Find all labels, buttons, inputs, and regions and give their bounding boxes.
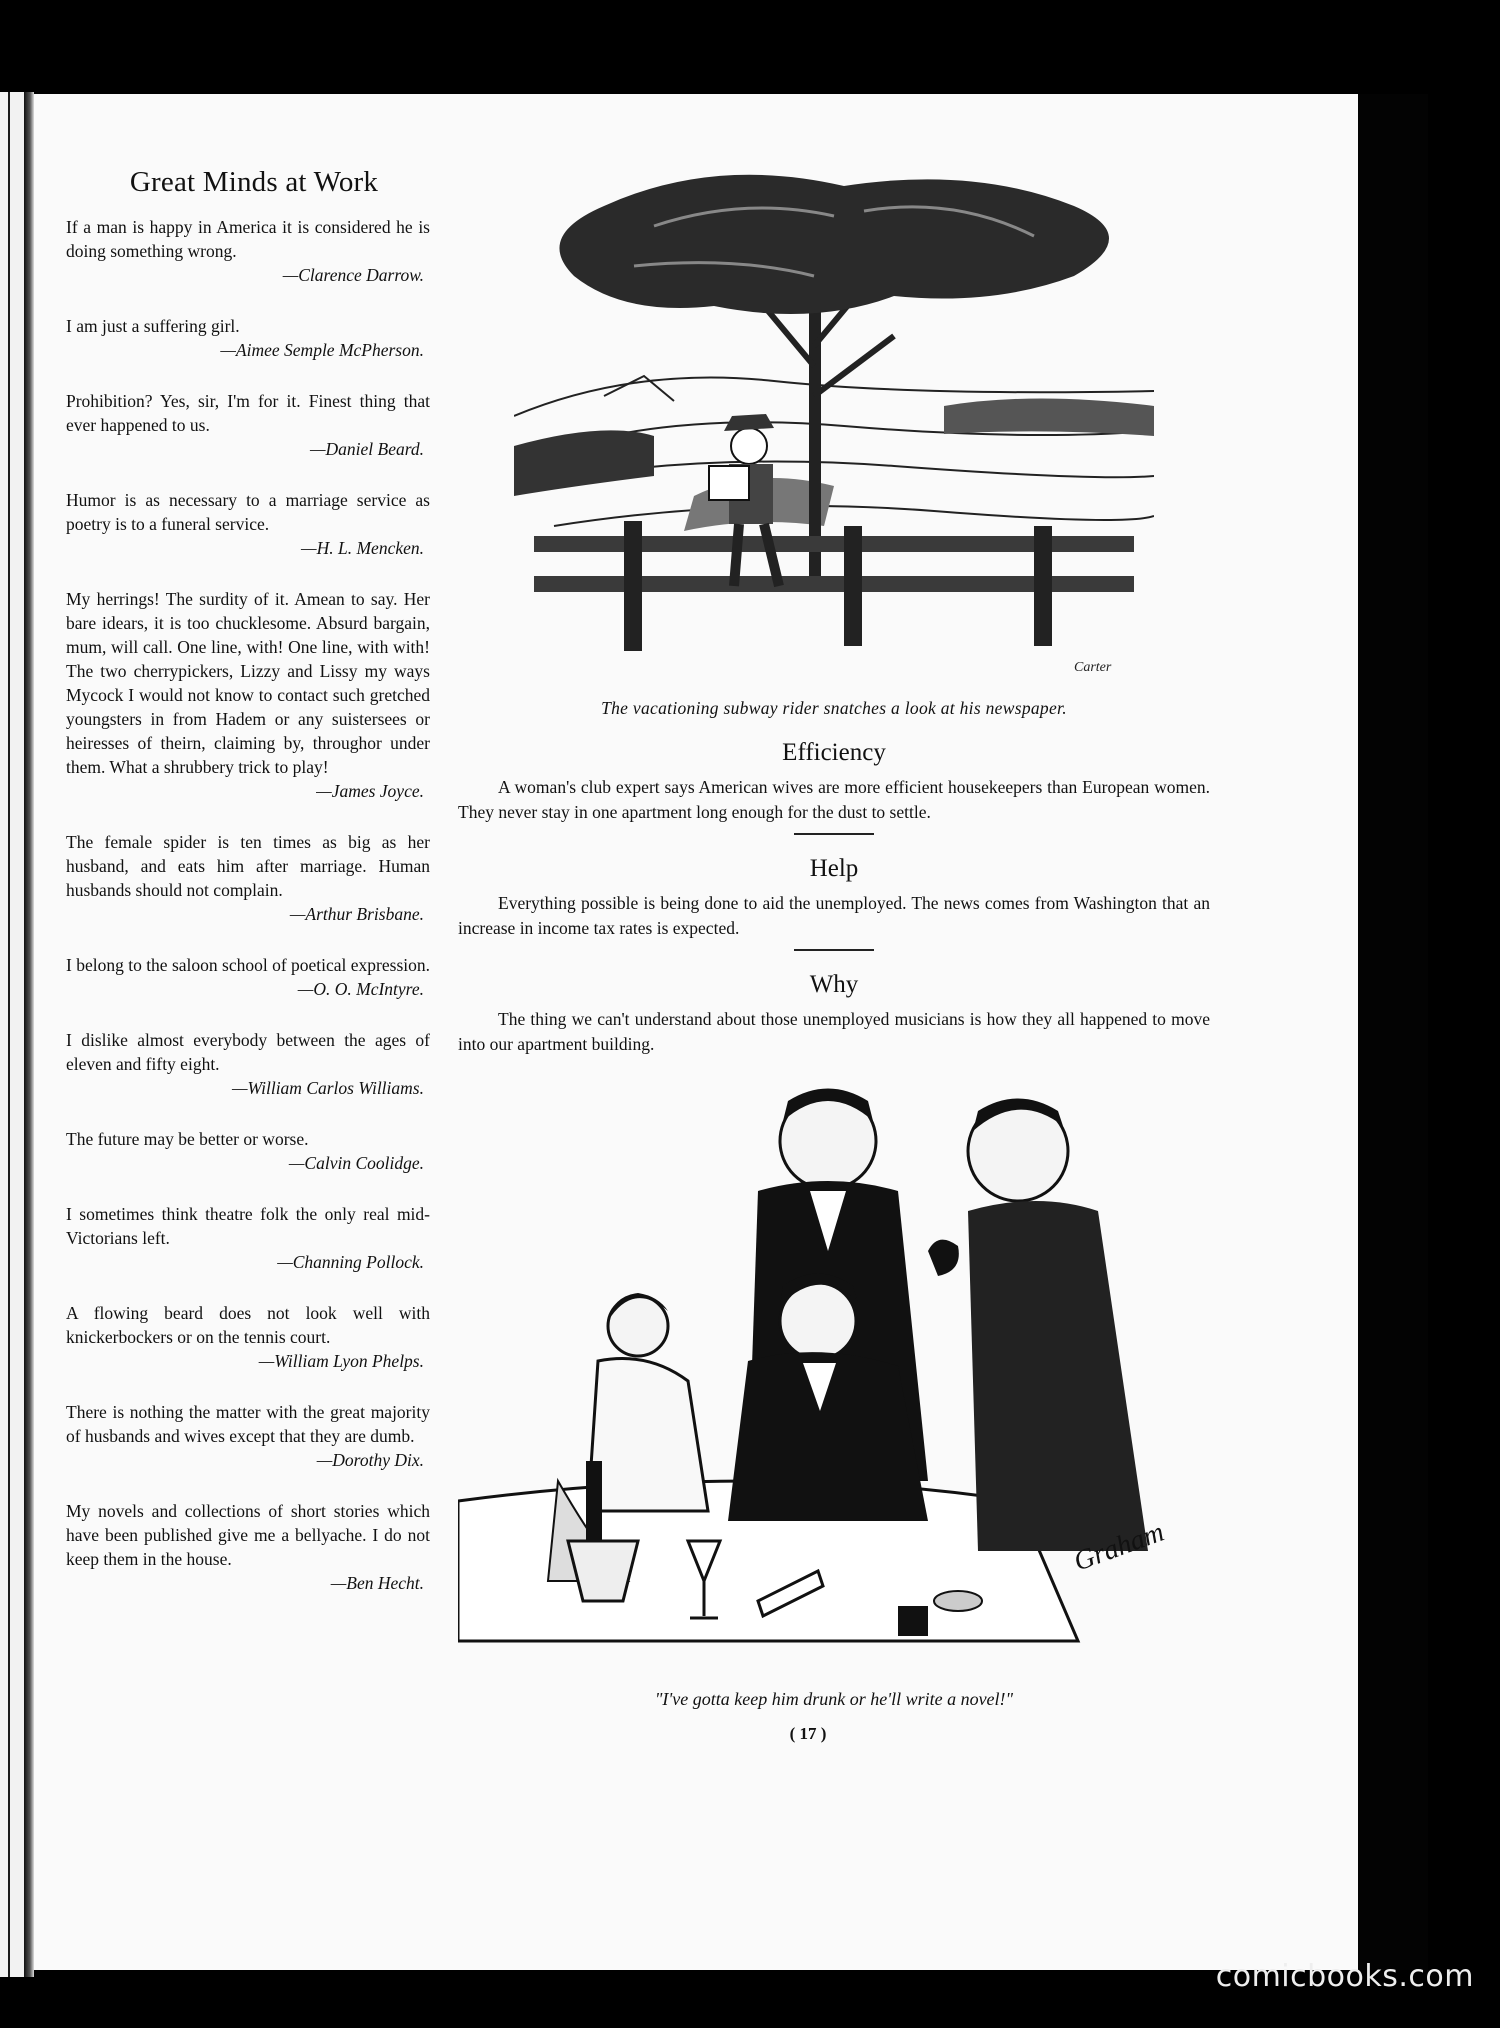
quote-text: Humor is as necessary to a marriage service as poetry is to a funeral service. bbox=[66, 490, 430, 534]
divider-rule bbox=[794, 833, 874, 835]
quote-text: Prohibition? Yes, sir, I'm for it. Finest thing that ever happened to us. bbox=[66, 391, 430, 435]
content-column bbox=[458, 166, 1210, 1744]
quote-attribution: —Calvin Coolidge. bbox=[288, 1153, 424, 1173]
quote-item bbox=[66, 488, 430, 560]
watermark: comicbooks.com bbox=[1215, 1959, 1474, 1994]
spine-shadow bbox=[24, 92, 34, 1977]
quote-text: I dislike almost everybody between the ages of eleven and fifty eight. bbox=[66, 1030, 430, 1074]
quote-text: I sometimes think theatre folk the only real mid-Victorians left. bbox=[66, 1204, 430, 1248]
quote-text: There is nothing the matter with the great majority of husbands and wives except that they are dumb. bbox=[66, 1402, 430, 1446]
cartoon1-signature: Carter bbox=[1074, 660, 1112, 675]
quote-item bbox=[66, 389, 430, 461]
cartoon1-caption: The vacationing subway rider snatches a look at his newspaper. bbox=[601, 698, 1067, 718]
previous-page-edge bbox=[0, 92, 24, 1977]
quote-text: The female spider is ten times as big as her husband, and eats him after marriage. Human husbands should not complain. bbox=[66, 832, 430, 900]
quote-text: I belong to the saloon school of poetical expression. bbox=[66, 955, 431, 975]
quote-attribution: —William Lyon Phelps. bbox=[258, 1351, 424, 1371]
dinner-party-cartoon bbox=[458, 1081, 1210, 1681]
quote-item bbox=[66, 1400, 430, 1472]
quote-attribution: —Daniel Beard. bbox=[309, 439, 424, 459]
quote-attribution: —H. L. Mencken. bbox=[301, 538, 424, 558]
column-title: Great Minds at Work bbox=[129, 166, 379, 198]
quote-attribution: —James Joyce. bbox=[316, 781, 424, 801]
item-body: The thing we can't understand about those unemployed musicians is how they all happened to move into our apartment building. bbox=[458, 1009, 1210, 1054]
quote-item bbox=[66, 1301, 430, 1373]
item-heading: Help bbox=[809, 855, 859, 882]
quote-item bbox=[66, 953, 430, 1001]
divider-rule bbox=[794, 949, 874, 951]
quote-text: The future may be better or worse. bbox=[66, 1129, 309, 1149]
quote-text: My novels and collections of short stories which have been published give me a bellyache. I do not keep them in the house. bbox=[66, 1501, 430, 1569]
item-body: A woman's club expert says American wives are more efficient housekeepers than European women. They never stay in one apartment long enough for the dust to settle. bbox=[458, 777, 1210, 822]
item-heading: Efficiency bbox=[782, 739, 886, 766]
quote-attribution: —William Carlos Williams. bbox=[231, 1078, 424, 1098]
quote-item bbox=[66, 1202, 430, 1274]
quote-attribution: —Ben Hecht. bbox=[330, 1573, 424, 1593]
quote-item bbox=[66, 830, 430, 926]
quote-attribution: —Aimee Semple McPherson. bbox=[220, 340, 424, 360]
quote-attribution: —Arthur Brisbane. bbox=[289, 904, 424, 924]
quote-item bbox=[66, 314, 430, 362]
item-body: Everything possible is being done to aid the unemployed. The news comes from Washington that an increase in income tax rates is expected. bbox=[458, 893, 1210, 938]
subway-rider-cartoon bbox=[514, 166, 1154, 686]
cartoon2-signature: Graham bbox=[1069, 1516, 1169, 1578]
page-number: ( 17 ) bbox=[789, 1724, 827, 1743]
quote-item bbox=[66, 1127, 430, 1175]
quote-item bbox=[66, 1499, 430, 1595]
quote-text: My herrings! The surdity of it. Amean to say. Her bare idears, it is too chucklesome. Absurd bargain, mum, will call. One line, with! One line, with with! The two cherrypickers, Lizzy and Lissy my ways Mycock I would not know to contact such gretched youngsters in from Hadem or any suistersees or heiresses of theirn, claiming by, throughor under them. What a shrubbery trick to play! bbox=[66, 589, 430, 777]
quote-text: I am just a suffering girl. bbox=[66, 316, 240, 336]
quote-text: If a man is happy in America it is considered he is doing something wrong. bbox=[66, 217, 430, 261]
quote-attribution: —O. O. McIntyre. bbox=[297, 979, 424, 999]
quote-item bbox=[66, 1028, 430, 1100]
quote-list bbox=[66, 215, 430, 1595]
quote-item bbox=[66, 215, 430, 287]
quote-attribution: —Dorothy Dix. bbox=[316, 1450, 424, 1470]
item-heading: Why bbox=[809, 971, 859, 998]
right-dark-edge bbox=[1358, 94, 1428, 1970]
quotes-column bbox=[66, 166, 430, 1622]
quote-text: A flowing beard does not look well with knickerbockers or on the tennis court. bbox=[66, 1303, 430, 1347]
quote-item bbox=[66, 587, 430, 803]
news-items bbox=[458, 739, 1210, 1057]
cartoon2-caption: "I've gotta keep him drunk or he'll write a novel!" bbox=[654, 1689, 1014, 1709]
quote-attribution: —Clarence Darrow. bbox=[282, 265, 424, 285]
quote-attribution: —Channing Pollock. bbox=[277, 1252, 424, 1272]
